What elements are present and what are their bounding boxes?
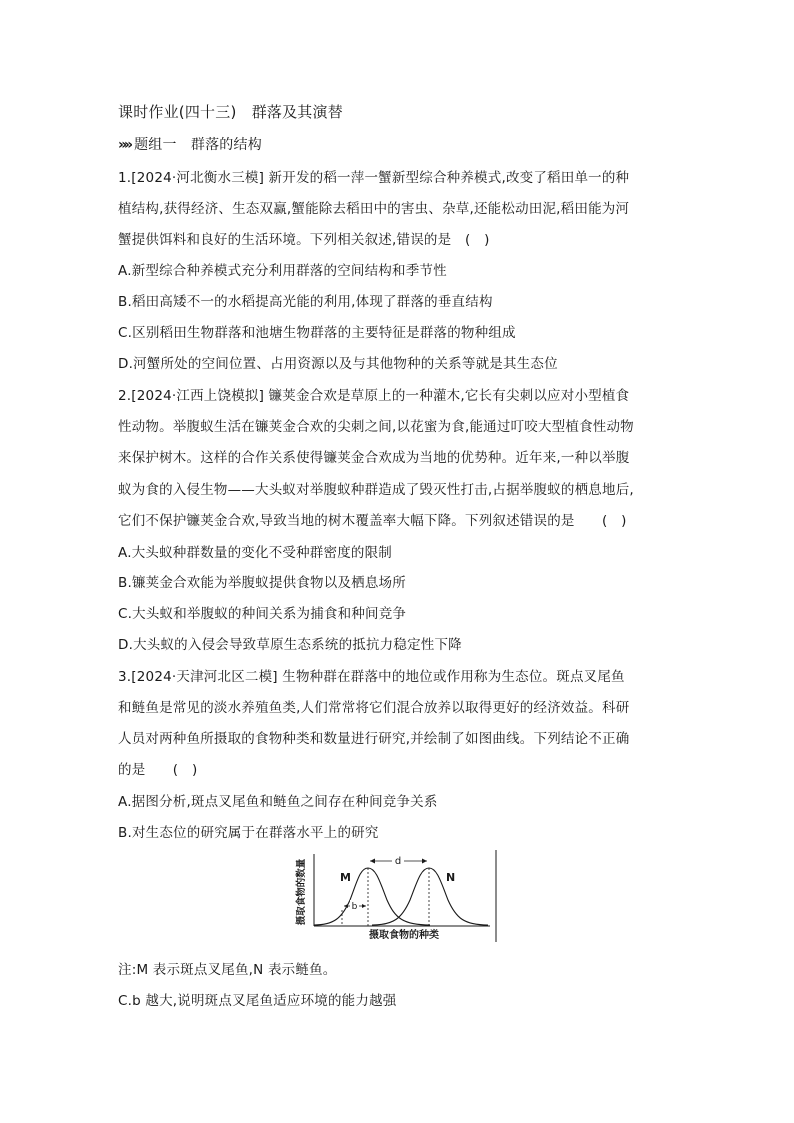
d-arrow-left-head-icon — [370, 859, 375, 864]
q2-stem-line5: 它们不保护镰荚金合欢,导致当地的树木覆盖率大幅下降。下列叙述错误的是 ( ) — [118, 513, 627, 529]
q3-stem-line1: 3.[2024·天津河北区二模] 生物种群在群落中的地位或作用称为生态位。斑点叉尾鱼 — [118, 669, 625, 685]
figure-label-b: b — [351, 902, 358, 912]
q2-option-a: A.大头蚁种群数量的变化不受种群密度的限制 — [118, 545, 392, 561]
q3-option-c: C.b 越大,说明斑点叉尾鱼适应环境的能力越强 — [118, 993, 397, 1009]
figure-x-axis-label: 摄取食物的种类 — [369, 930, 439, 941]
curve-n — [372, 868, 488, 925]
figure-label-d: d — [394, 856, 402, 867]
q2-stem-line4: 蚁为食的入侵生物——大头蚁对举腹蚁种群造成了毁灭性打击,占据举腹蚁的栖息地后, — [118, 482, 634, 498]
page-title: 课时作业(四十三) 群落及其演替 — [118, 103, 343, 121]
q1-stem-line3: 蟹提供饵料和良好的生活环境。下列相关叙述,错误的是 ( ) — [118, 232, 490, 248]
figure-label-n: N — [446, 871, 456, 884]
q3-stem-line3: 人员对两种鱼所摄取的食物种类和数量进行研究,并绘制了如图曲线。下列结论不正确 — [118, 731, 630, 747]
section-marker-icon: »» — [118, 137, 131, 153]
q2-option-b: B.镰荚金合欢能为举腹蚁提供食物以及栖息场所 — [118, 575, 406, 591]
section-title: 题组一 群落的结构 — [134, 137, 262, 153]
q2-option-d: D.大头蚁的入侵会导致草原生态系统的抵抗力稳定性下降 — [118, 637, 462, 653]
b-arrow-right-head-icon — [362, 904, 366, 908]
q3-option-b: B.对生态位的研究属于在群落水平上的研究 — [118, 825, 379, 841]
q3-stem-line2: 和鲢鱼是常见的淡水养殖鱼类,人们常常将它们混合放养以取得更好的经济效益。科研 — [118, 700, 630, 716]
niche-curves-diagram — [290, 848, 500, 944]
section-heading — [118, 134, 262, 154]
q2-stem-line2: 性动物。举腹蚁生活在镰荚金合欢的尖刺之间,以花蜜为食,能通过叮咬大型植食性动物 — [118, 419, 634, 435]
q1-stem-line1: 1.[2024·河北衡水三模] 新开发的稻一萍一蟹新型综合种养模式,改变了稻田单一的种 — [118, 170, 630, 186]
q2-stem-line3: 来保护树木。这样的合作关系使得镰荚金合欢成为当地的优势种。近年来,一种以举腹 — [118, 450, 630, 466]
q3-option-a: A.据图分析,斑点叉尾鱼和鲢鱼之间存在种间竞争关系 — [118, 794, 438, 810]
q2-option-c: C.大头蚁和举腹蚁的种间关系为捕食和种间竞争 — [118, 606, 407, 622]
q3-stem-line4: 的是 ( ) — [118, 762, 198, 778]
figure-note: 注:M 表示斑点叉尾鱼,N 表示鲢鱼。 — [118, 962, 337, 978]
niche-overlap-figure — [290, 848, 500, 944]
q1-option-b: B.稻田高矮不一的水稻提高光能的利用,体现了群落的垂直结构 — [118, 294, 493, 310]
q1-option-a: A.新型综合种养模式充分利用群落的空间结构和季节性 — [118, 263, 447, 279]
figure-y-axis-label: 摄取食物的数量 — [296, 858, 307, 926]
curve-m — [314, 868, 430, 925]
q1-option-c: C.区别稻田生物群落和池塘生物群落的主要特征是群落的物种组成 — [118, 325, 516, 341]
q2-stem-line1: 2.[2024·江西上饶模拟] 镰荚金合欢是草原上的一种灌木,它长有尖刺以应对小型植食 — [118, 388, 630, 404]
figure-label-m: M — [340, 871, 351, 884]
q1-stem-line2: 植结构,获得经济、生态双赢,蟹能除去稻田中的害虫、杂草,还能松动田泥,稻田能为河 — [118, 201, 630, 217]
q1-option-d: D.河蟹所处的空间位置、占用资源以及与其他物种的关系等就是其生态位 — [118, 356, 558, 372]
d-arrow-right-head-icon — [422, 859, 427, 864]
